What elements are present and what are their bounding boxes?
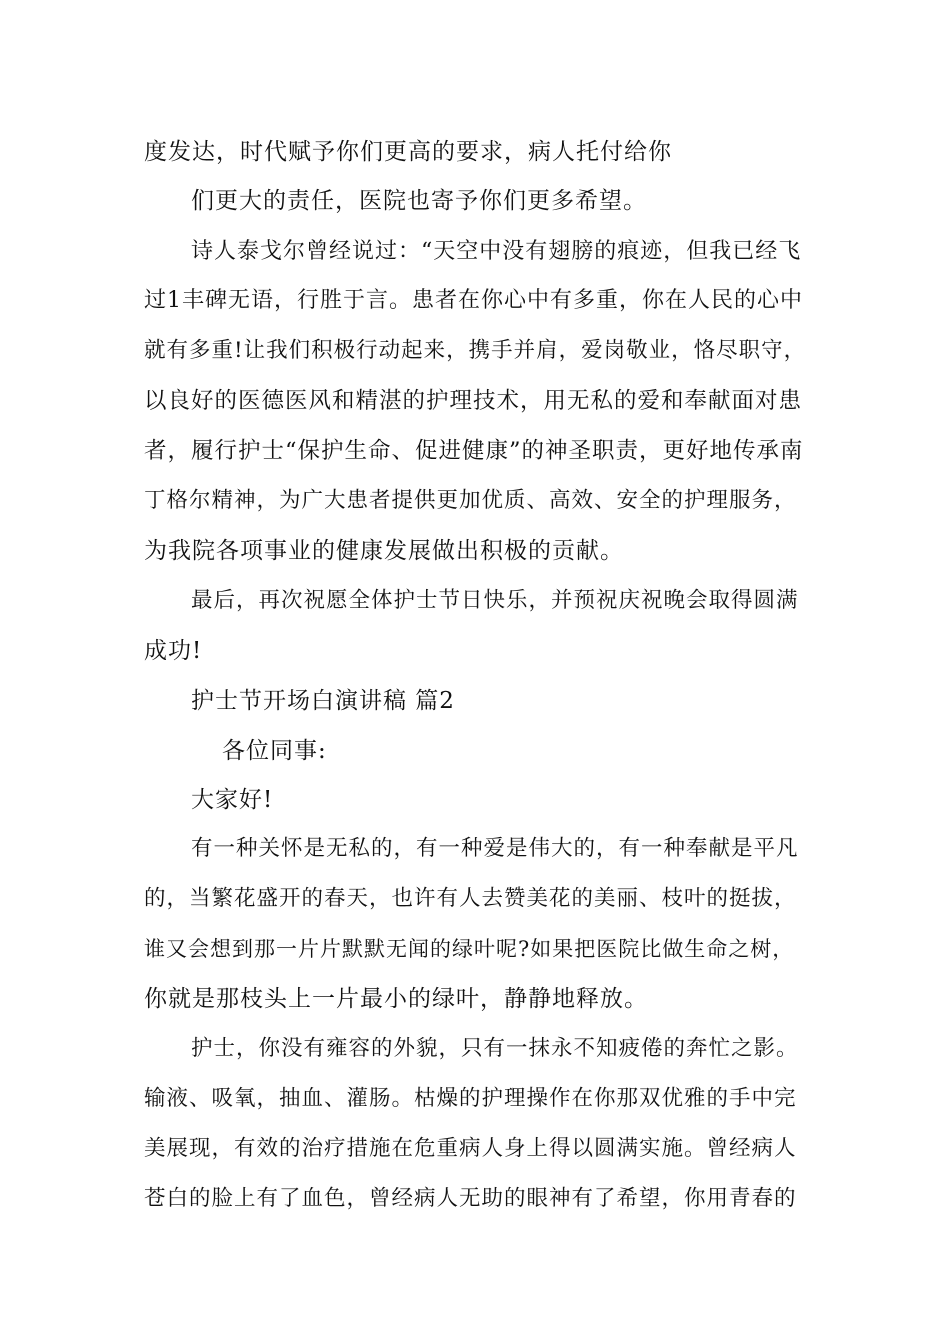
text-line: 你就是那枝头上一片最小的绿叶，静静地释放。: [144, 986, 648, 1012]
salutation: 各位同事:: [222, 738, 327, 764]
text-line: 输液、吸氧，抽血、灌肠。枯燥的护理操作在你那双优雅的手中完: [144, 1086, 797, 1111]
section-heading: 护士节开场白演讲稿 篇2: [191, 688, 455, 714]
text-line: 有一种关怀是无私的，有一种爱是伟大的，有一种奉献是平凡: [191, 836, 799, 861]
text-line: 最后，再次祝愿全体护士节日快乐，并预祝庆祝晚会取得圆满: [191, 588, 799, 613]
text-line: 者，履行护士“保护生命、促进健康”的神圣职责，更好地传承南: [144, 438, 804, 464]
text-line: 们更大的责任，医院也寄予你们更多希望。: [191, 188, 647, 214]
text-line: 丁格尔精神，为广大患者提供更加优质、高效、安全的护理服务，: [144, 488, 797, 513]
text-line: 过1丰碑无语，行胜于言。患者在你心中有多重，你在人民的心中: [144, 288, 803, 313]
text-line: 就有多重!让我们积极行动起来，携手并肩，爱岗敬业，恪尽职守，: [144, 338, 807, 363]
text-line: 护士，你没有雍容的外貌，只有一抹永不知疲倦的奔忙之影。: [191, 1036, 799, 1061]
text-line: 诗人泰戈尔曾经说过：“天空中没有翅膀的痕迹，但我已经飞: [191, 239, 802, 264]
text-line: 的，当繁花盛开的春天，也许有人去赞美花的美丽、枝叶的挺拔，: [144, 886, 797, 911]
text-line: 度发达，时代赋予你们更高的要求，病人托付给你: [144, 139, 672, 165]
text-line: 成功!: [144, 638, 203, 664]
greeting: 大家好!: [191, 787, 274, 813]
text-line: 为我院各项事业的健康发展做出积极的贡献。: [144, 538, 624, 564]
text-line: 美展现，有效的治疗措施在危重病人身上得以圆满实施。曾经病人: [144, 1136, 797, 1161]
text-line: 以良好的医德医风和精湛的护理技术，用无私的爱和奉献面对患: [144, 388, 803, 414]
text-line: 谁又会想到那一片片默默无闻的绿叶呢?如果把医院比做生命之树，: [144, 937, 795, 961]
text-line: 苍白的脸上有了血色，曾经病人无助的眼神有了希望，你用青春的: [144, 1186, 797, 1211]
